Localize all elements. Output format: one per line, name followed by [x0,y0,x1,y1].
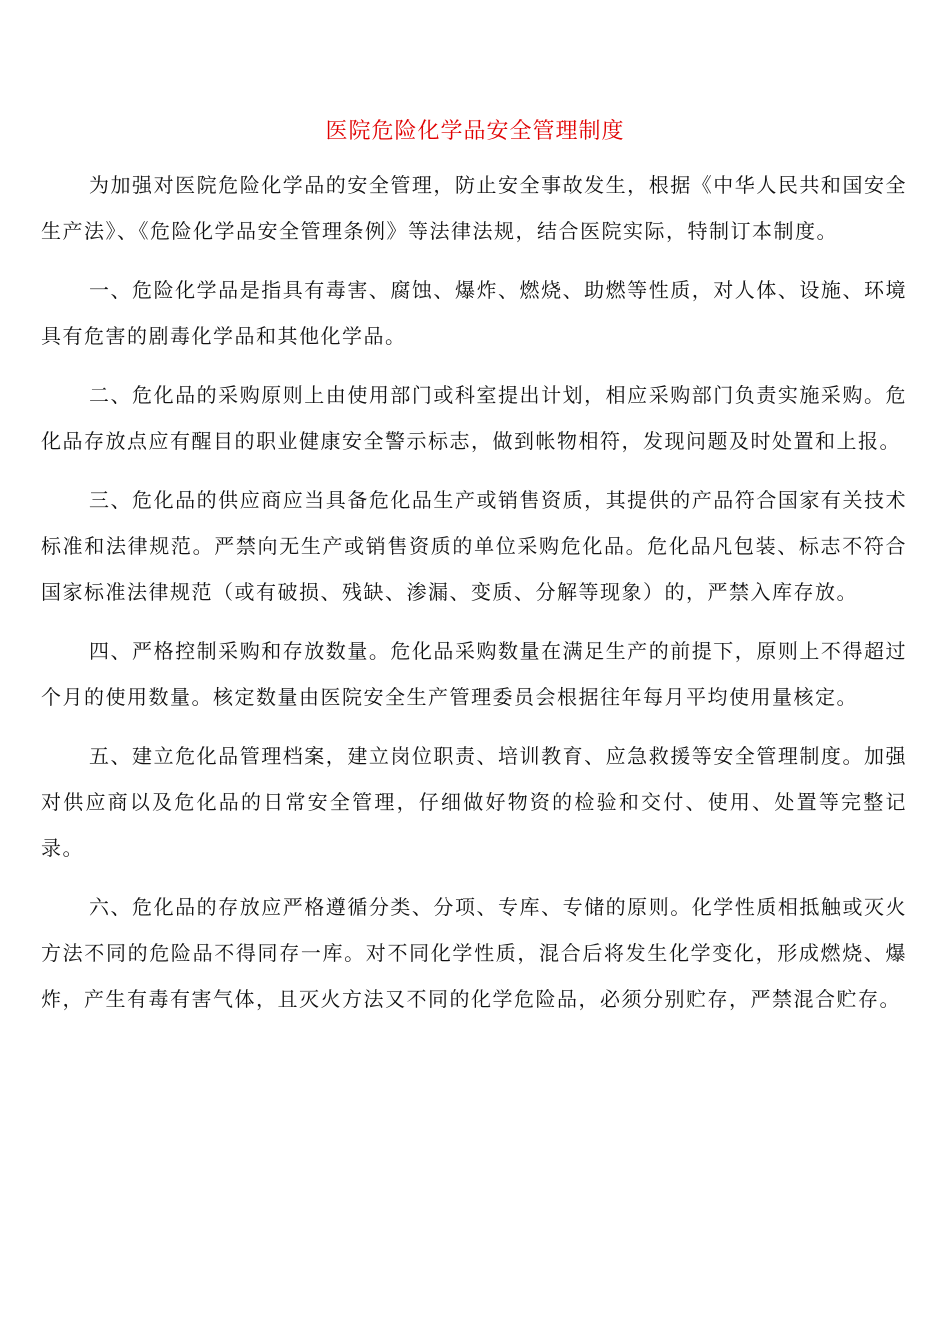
paragraph-3: 三、危化品的供应商应当具备危化品生产或销售资质，其提供的产品符合国家有关技术标准和法律规范。严禁向无生产或销售资质的单位采购危化品。危化品凡包装、标志不符合国家标准法律规范（或有破损、残缺、渗漏、变质、分解等现象）的，严禁入库存放。 [41,488,907,604]
paragraph-5: 五、建立危化品管理档案，建立岗位职责、培训教育、应急救援等安全管理制度。加强对供应商以及危化品的日常安全管理，仔细做好物资的检验和交付、使用、处置等完整记录。 [41,744,907,860]
paragraph-6: 六、危化品的存放应严格遵循分类、分项、专库、专储的原则。化学性质相抵触或灭火方法不同的危险品不得同存一库。对不同化学性质，混合后将发生化学变化，形成燃烧、爆炸，产生有毒有害气体，且灭火方法又不同的化学危险品，必须分别贮存，严禁混合贮存。 [41,895,907,1011]
paragraph-4: 四、严格控制采购和存放数量。危化品采购数量在满足生产的前提下，原则上不得超过 个月的使用数量。核定数量由医院安全生产管理委员会根据往年每月平均使用量核定。 [41,639,907,709]
paragraph-intro: 为加强对医院危险化学品的安全管理，防止安全事故发生，根据《中华人民共和国安全生产法》、《危险化学品安全管理条例》等法律法规，结合医院实际，特制订本制度。 [41,173,907,243]
paragraph-2: 二、危化品的采购原则上由使用部门或科室提出计划，相应采购部门负责实施采购。危化品存放点应有醒目的职业健康安全警示标志，做到帐物相符，发现问题及时处置和上报。 [41,383,907,453]
document-title: 医院危险化学品安全管理制度 [325,119,625,144]
document-body [41,162,907,1035]
paragraph-1: 一、危险化学品是指具有毒害、腐蚀、爆炸、燃烧、助燃等性质，对人体、设施、环境具有危害的剧毒化学品和其他化学品。 [41,278,907,348]
